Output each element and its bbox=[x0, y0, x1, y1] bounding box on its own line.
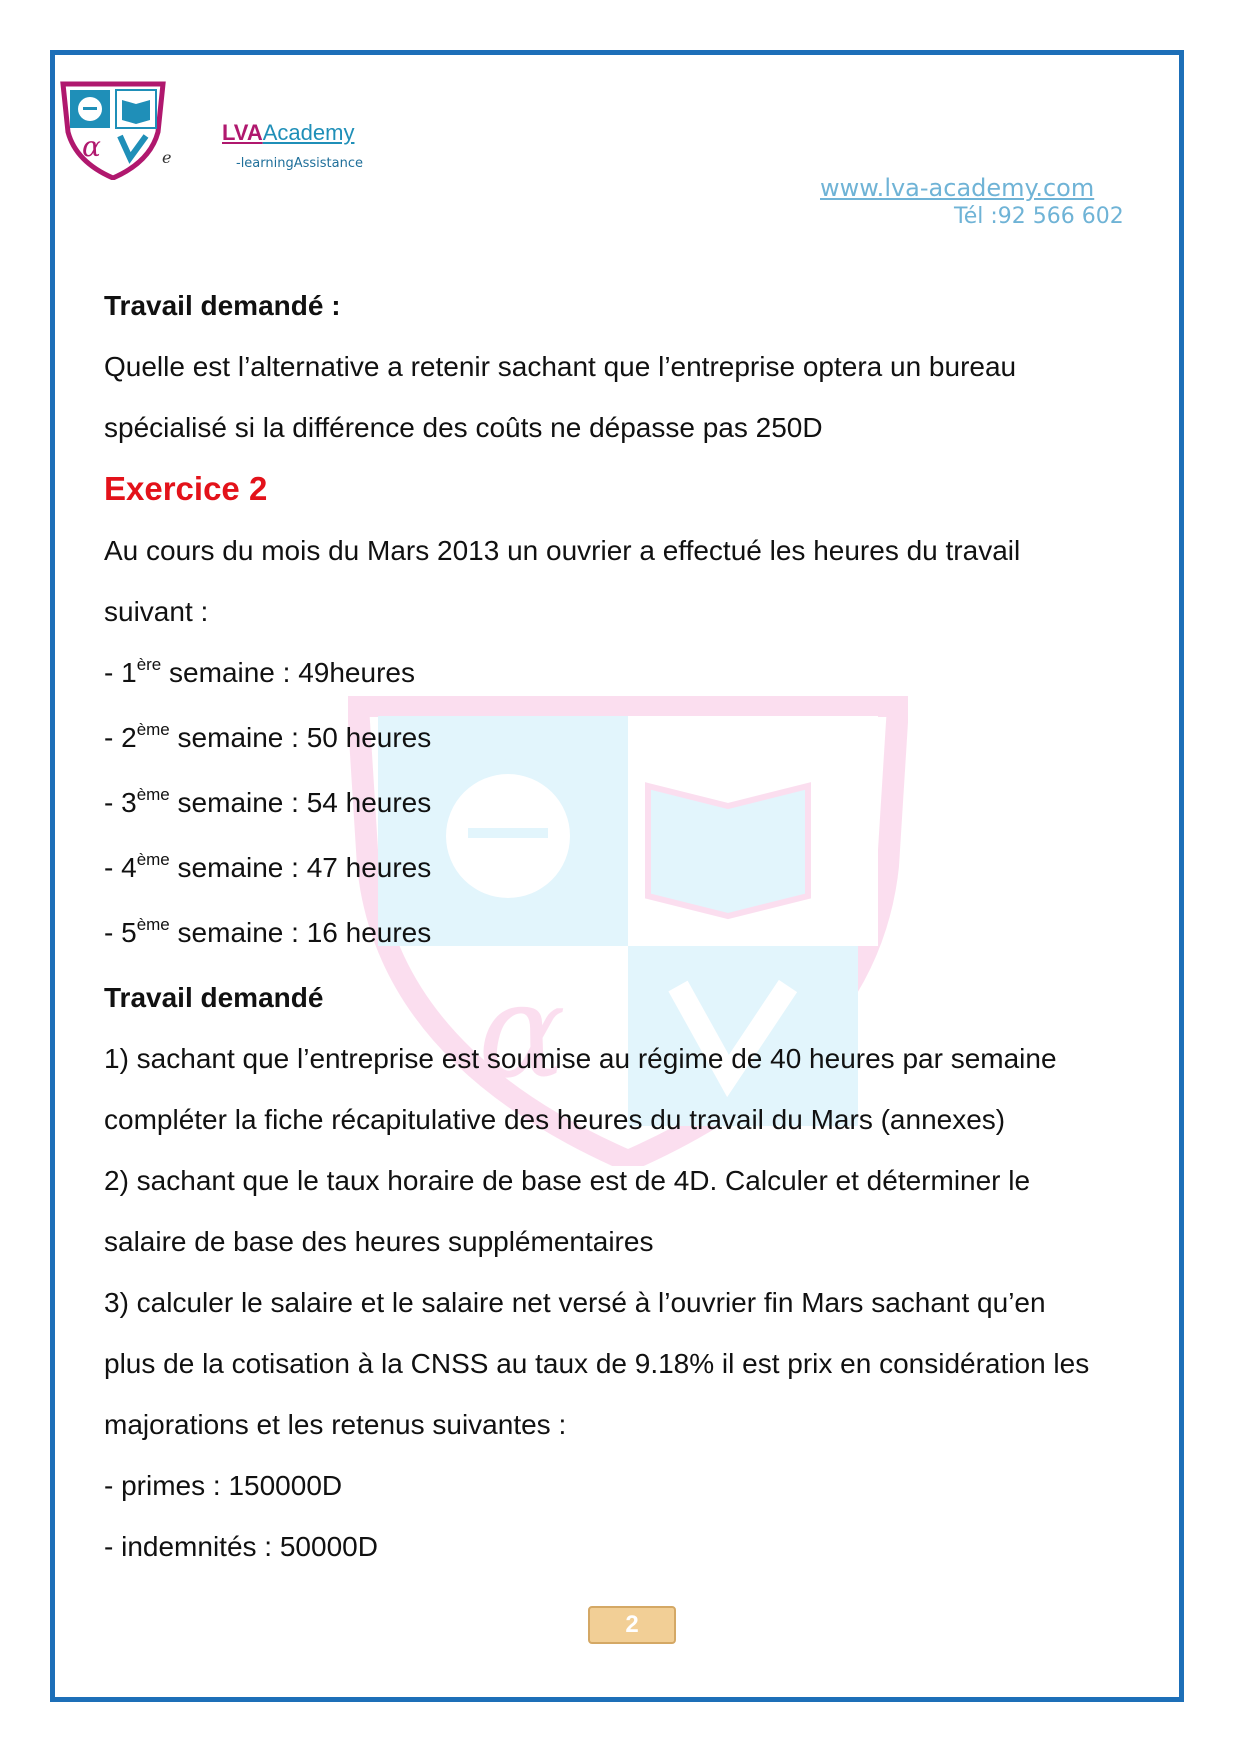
week-item: - 5ème semaine : 16 heures bbox=[104, 915, 432, 948]
item-indemnites: - indemnités : 50000D bbox=[104, 1531, 378, 1562]
exercise-intro-line-2: suivant : bbox=[104, 596, 209, 627]
question-3-line-2: plus de la cotisation à la CNSS au taux de 9.18% il est prix en considération les bbox=[104, 1348, 1090, 1379]
question-3-line-3: majorations et les retenus suivantes : bbox=[104, 1409, 567, 1440]
question-2-line-1: 2) sachant que le taux horaire de base est de 4D. Calculer et déterminer le bbox=[104, 1165, 1031, 1196]
question-2-line-2: salaire de base des heures supplémentaires bbox=[104, 1226, 654, 1257]
svg-text:α: α bbox=[478, 955, 566, 1107]
task1-heading: Travail demandé : bbox=[104, 290, 341, 321]
page-number-badge: 2 bbox=[588, 1606, 676, 1644]
week-item: - 2ème semaine : 50 heures bbox=[104, 720, 432, 753]
brand-tagline: -learningAssistance bbox=[236, 156, 363, 171]
item-primes: - primes : 150000D bbox=[104, 1470, 343, 1501]
question-1-line-2: compléter la fiche récapitulative des heures du travail du Mars (annexes) bbox=[104, 1104, 1006, 1135]
lva-logo-icon bbox=[58, 80, 168, 180]
brand-academy: Academy bbox=[262, 120, 355, 145]
brand-lva: LVA bbox=[222, 120, 263, 145]
task2-heading: Travail demandé bbox=[104, 982, 324, 1013]
week-item: - 3ème semaine : 54 heures bbox=[104, 785, 432, 818]
week-item: - 1ère semaine : 49heures bbox=[104, 655, 415, 688]
brand-name bbox=[222, 120, 354, 146]
task1-line-2: spécialisé si la différence des coûts ne dépasse pas 250D bbox=[104, 412, 823, 443]
week-item: - 4ème semaine : 47 heures bbox=[104, 850, 432, 883]
svg-text:α: α bbox=[82, 130, 101, 163]
document-body bbox=[104, 275, 1164, 1577]
task1-line-1: Quelle est l’alternative a retenir sachant que l’entreprise optera un bureau bbox=[104, 351, 1017, 382]
exercise-intro-line-1: Au cours du mois du Mars 2013 un ouvrier a effectué les heures du travail bbox=[104, 535, 1021, 566]
question-3-line-1: 3) calculer le salaire et le salaire net versé à l’ouvrier fin Mars sachant qu’en bbox=[104, 1287, 1046, 1318]
question-1-line-1: 1) sachant que l’entreprise est soumise au régime de 40 heures par semaine bbox=[104, 1043, 1057, 1074]
website-link[interactable]: www.lva-academy.com bbox=[820, 174, 1095, 202]
exercise-title: Exercice 2 bbox=[104, 470, 268, 507]
phone-number: Tél :92 566 602 bbox=[954, 204, 1124, 229]
logo-e-letter: e bbox=[162, 148, 172, 167]
